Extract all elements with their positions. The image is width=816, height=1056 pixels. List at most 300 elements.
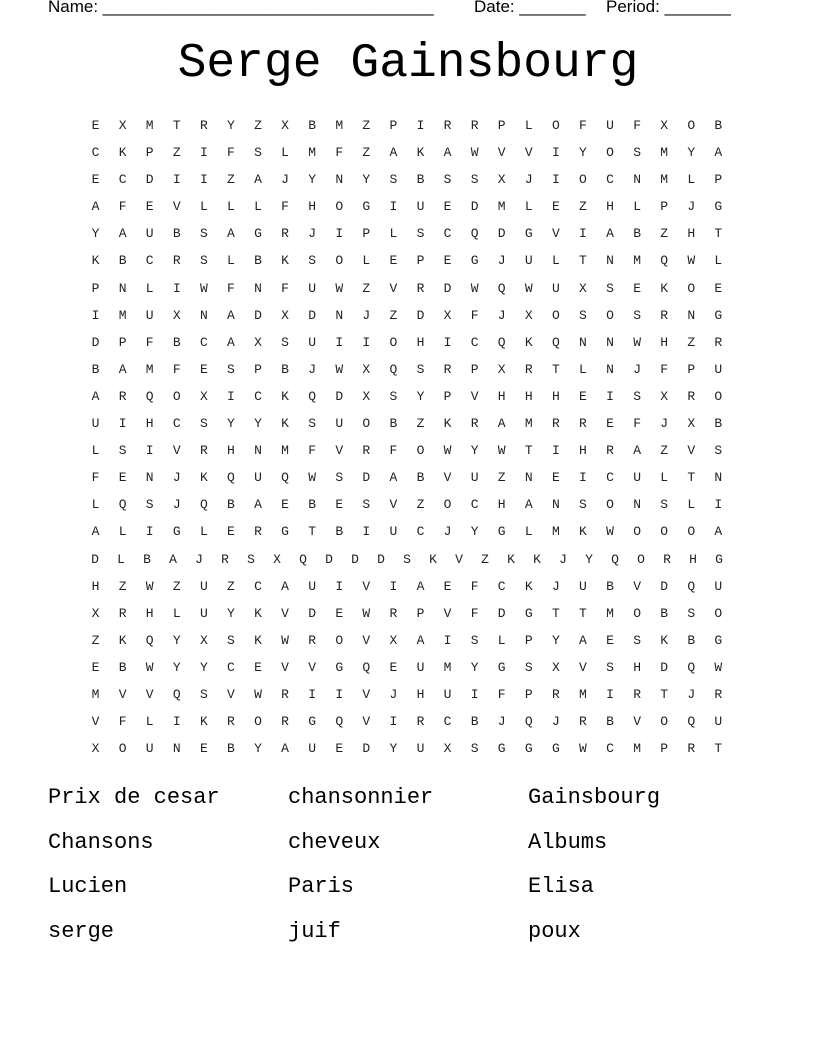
grid-letter: V xyxy=(389,497,398,513)
grid-letter: R xyxy=(416,280,425,296)
grid-letter: U xyxy=(416,199,425,215)
grid-letter: V xyxy=(551,226,560,242)
grid-letter: D xyxy=(308,307,317,323)
grid-letter: S xyxy=(606,280,614,296)
grid-letter: I xyxy=(470,686,479,702)
grid-letter: T xyxy=(579,605,587,621)
grid-letter: Y xyxy=(227,118,235,133)
grid-letter: S xyxy=(470,172,479,188)
grid-letter: C xyxy=(145,253,154,269)
grid-letter: E xyxy=(606,416,614,432)
grid-letter: A xyxy=(281,741,289,757)
grid-letter: J xyxy=(559,551,567,567)
grid-letter: S xyxy=(199,686,208,702)
grid-letter: D xyxy=(416,307,425,323)
grid-letter: Z xyxy=(362,118,371,133)
grid-letter: P xyxy=(91,280,100,296)
grid-letter: P xyxy=(687,361,696,377)
grid-letter: Q xyxy=(687,714,696,730)
grid-letter: S xyxy=(362,497,371,513)
grid-letter: R xyxy=(470,416,479,432)
grid-letter: E xyxy=(335,605,344,621)
grid-letter: L xyxy=(91,497,100,513)
grid-letter: B xyxy=(172,334,181,350)
grid-letter: A xyxy=(91,388,100,404)
grid-letter: N xyxy=(145,470,154,486)
grid-letter: K xyxy=(416,145,425,161)
grid-letter: D xyxy=(254,307,262,323)
grid-letter: S xyxy=(633,145,641,161)
grid-letter: Q xyxy=(281,470,289,486)
grid-letter: U xyxy=(199,578,208,594)
grid-letter: R xyxy=(281,226,289,242)
grid-letter: N xyxy=(551,497,560,513)
grid-letter: O xyxy=(714,605,723,621)
grid-letter: V xyxy=(281,659,289,675)
grid-letter: K xyxy=(443,416,452,432)
grid-letter: O xyxy=(362,416,371,432)
grid-letter: N xyxy=(172,741,181,757)
word-bank-item: cheveux xyxy=(288,829,381,855)
grid-letter: U xyxy=(145,226,154,242)
grid-letter: P xyxy=(660,199,669,215)
grid-letter: H xyxy=(687,226,696,242)
grid-letter: E xyxy=(551,199,560,215)
grid-letter: B xyxy=(227,741,235,757)
grid-letter: L xyxy=(199,199,208,215)
grid-letter: P xyxy=(443,388,452,404)
grid-letter: L xyxy=(389,226,398,242)
word-bank-item: chansonnier xyxy=(288,785,434,810)
grid-letter: F xyxy=(172,361,181,377)
grid-row xyxy=(82,495,732,522)
grid-letter: Z xyxy=(389,307,398,323)
grid-letter: F xyxy=(91,470,100,486)
grid-letter: U xyxy=(308,334,317,350)
grid-letter: A xyxy=(254,172,262,188)
grid-letter: O xyxy=(637,551,645,567)
grid-letter: M xyxy=(606,605,614,621)
grid-letter: R xyxy=(663,551,671,567)
grid-letter: Y xyxy=(551,632,560,648)
grid-letter: C xyxy=(254,388,262,404)
grid-letter: R xyxy=(660,307,669,323)
grid-letter: T xyxy=(172,118,181,133)
grid-letter: K xyxy=(524,578,533,594)
grid-letter: K xyxy=(118,632,127,648)
grid-letter: Q xyxy=(362,659,371,675)
grid-letter: A xyxy=(118,226,127,242)
grid-letter: W xyxy=(524,280,533,296)
grid-letter: S xyxy=(687,605,696,621)
grid-letter: V xyxy=(633,578,641,594)
grid-letter: C xyxy=(416,524,425,540)
grid-letter: K xyxy=(579,524,587,540)
grid-letter: V xyxy=(172,199,181,215)
grid-letter: E xyxy=(443,578,452,594)
grid-letter: P xyxy=(416,605,425,621)
grid-letter: O xyxy=(660,524,669,540)
grid-letter: Z xyxy=(687,334,696,350)
grid-letter: H xyxy=(416,334,425,350)
grid-letter: J xyxy=(443,524,452,540)
grid-letter: X xyxy=(551,659,560,675)
grid-letter: U xyxy=(416,659,425,675)
grid-letter: H xyxy=(145,416,154,432)
grid-letter: X xyxy=(660,388,669,404)
grid-letter: T xyxy=(687,470,696,486)
grid-letter: Q xyxy=(335,714,344,730)
grid-letter: O xyxy=(687,280,696,296)
grid-letter: E xyxy=(118,470,127,486)
grid-letter: Q xyxy=(118,497,127,513)
grid-letter: V xyxy=(145,686,154,702)
grid-letter: Z xyxy=(481,551,489,567)
grid-letter: F xyxy=(227,280,235,296)
grid-letter: C xyxy=(497,578,506,594)
grid-letter: O xyxy=(579,172,587,188)
grid-letter: X xyxy=(524,307,533,323)
grid-letter: I xyxy=(579,470,587,486)
grid-letter: R xyxy=(714,686,723,702)
grid-row xyxy=(82,658,732,685)
grid-letter: G xyxy=(524,226,533,242)
grid-letter: N xyxy=(633,497,641,513)
grid-letter: B xyxy=(118,659,127,675)
grid-letter: M xyxy=(443,659,452,675)
date-field-label: Date: _______ xyxy=(474,0,586,16)
grid-letter: J xyxy=(687,686,696,702)
grid-letter: C xyxy=(91,145,100,161)
grid-letter: L xyxy=(117,551,125,567)
grid-letter: R xyxy=(199,118,208,133)
grid-letter: A xyxy=(389,470,398,486)
grid-letter: L xyxy=(199,524,208,540)
grid-letter: J xyxy=(687,199,696,215)
grid-letter: W xyxy=(714,659,723,675)
grid-letter: G xyxy=(470,253,479,269)
grid-letter: S xyxy=(227,632,235,648)
grid-letter: Y xyxy=(416,388,425,404)
grid-letter: J xyxy=(497,253,506,269)
grid-letter: D xyxy=(91,551,99,567)
grid-letter: A xyxy=(633,443,641,459)
grid-letter: P xyxy=(145,145,154,161)
grid-letter: Q xyxy=(172,686,181,702)
grid-letter: F xyxy=(470,307,479,323)
grid-letter: V xyxy=(335,443,344,459)
grid-letter: R xyxy=(633,686,641,702)
grid-letter: O xyxy=(687,524,696,540)
grid-letter: A xyxy=(91,199,100,215)
grid-letter: R xyxy=(551,416,560,432)
grid-letter: B xyxy=(143,551,151,567)
grid-letter: W xyxy=(335,361,344,377)
word-bank xyxy=(48,784,768,963)
grid-letter: S xyxy=(416,226,425,242)
grid-letter: B xyxy=(633,226,641,242)
grid-letter: B xyxy=(416,470,425,486)
grid-letter: E xyxy=(633,280,641,296)
grid-letter: C xyxy=(606,470,614,486)
grid-letter: O xyxy=(389,334,398,350)
grid-letter: X xyxy=(687,416,696,432)
grid-letter: Q xyxy=(687,578,696,594)
grid-letter: C xyxy=(606,172,614,188)
grid-letter: N xyxy=(606,334,614,350)
grid-letter: E xyxy=(443,253,452,269)
grid-row xyxy=(82,333,732,360)
grid-letter: F xyxy=(470,605,479,621)
grid-letter: R xyxy=(606,443,614,459)
grid-letter: J xyxy=(633,361,641,377)
grid-letter: R xyxy=(714,334,723,350)
grid-letter: Y xyxy=(227,605,235,621)
grid-letter: V xyxy=(172,443,181,459)
grid-letter: X xyxy=(199,632,208,648)
word-bank-item: Chansons xyxy=(48,829,154,855)
grid-letter: D xyxy=(145,172,154,188)
grid-letter: L xyxy=(118,524,127,540)
grid-letter: X xyxy=(273,551,281,567)
grid-letter: Q xyxy=(611,551,619,567)
grid-letter: M xyxy=(579,686,587,702)
grid-letter: Q xyxy=(551,334,560,350)
grid-letter: N xyxy=(254,443,262,459)
grid-letter: R xyxy=(227,714,235,730)
grid-letter: L xyxy=(145,280,154,296)
grid-letter: H xyxy=(633,659,641,675)
grid-letter: R xyxy=(416,714,425,730)
grid-row xyxy=(82,279,732,306)
grid-letter: L xyxy=(524,524,533,540)
grid-letter: Z xyxy=(416,497,425,513)
grid-letter: U xyxy=(199,605,208,621)
grid-letter: S xyxy=(606,659,614,675)
grid-letter: N xyxy=(254,280,262,296)
grid-letter: V xyxy=(579,659,587,675)
period-field-label: Period: _______ xyxy=(606,0,731,16)
grid-letter: N xyxy=(633,172,641,188)
grid-letter: E xyxy=(443,199,452,215)
grid-letter: F xyxy=(281,280,289,296)
grid-letter: X xyxy=(362,361,371,377)
grid-letter: F xyxy=(145,334,154,350)
grid-letter: I xyxy=(606,388,614,404)
grid-letter: D xyxy=(325,551,333,567)
grid-letter: V xyxy=(118,686,127,702)
grid-letter: Z xyxy=(497,470,506,486)
grid-letter: U xyxy=(524,253,533,269)
grid-letter: L xyxy=(91,443,100,459)
grid-letter: T xyxy=(579,253,587,269)
grid-letter: U xyxy=(145,741,154,757)
grid-row xyxy=(82,360,732,387)
grid-letter: G xyxy=(497,524,506,540)
grid-letter: M xyxy=(660,145,669,161)
grid-letter: R xyxy=(118,605,127,621)
grid-letter: L xyxy=(362,253,371,269)
grid-letter: G xyxy=(715,551,723,567)
grid-letter: U xyxy=(308,741,317,757)
grid-letter: R xyxy=(579,714,587,730)
grid-letter: Y xyxy=(362,172,371,188)
grid-letter: Z xyxy=(660,443,669,459)
grid-letter: R xyxy=(281,714,289,730)
grid-letter: R xyxy=(443,361,452,377)
grid-letter: J xyxy=(308,226,317,242)
grid-letter: K xyxy=(281,253,289,269)
grid-letter: U xyxy=(308,578,317,594)
grid-letter: S xyxy=(247,551,255,567)
grid-letter: O xyxy=(606,145,614,161)
grid-letter: N xyxy=(335,172,344,188)
grid-letter: P xyxy=(254,361,262,377)
grid-letter: G xyxy=(524,605,533,621)
grid-letter: C xyxy=(470,334,479,350)
grid-row xyxy=(82,468,732,495)
grid-letter: L xyxy=(524,118,533,133)
grid-letter: I xyxy=(91,307,100,323)
grid-letter: J xyxy=(524,172,533,188)
grid-letter: I xyxy=(389,578,398,594)
grid-letter: A xyxy=(497,416,506,432)
grid-letter: M xyxy=(91,686,100,702)
grid-letter: M xyxy=(308,145,317,161)
grid-letter: C xyxy=(443,226,452,242)
grid-letter: X xyxy=(497,172,506,188)
grid-letter: A xyxy=(714,524,723,540)
grid-letter: G xyxy=(497,659,506,675)
grid-letter: K xyxy=(199,714,208,730)
grid-letter: F xyxy=(118,199,127,215)
grid-letter: F xyxy=(335,145,344,161)
grid-letter: R xyxy=(281,686,289,702)
grid-letter: S xyxy=(579,307,587,323)
grid-letter: A xyxy=(524,497,533,513)
grid-letter: S xyxy=(714,443,723,459)
grid-letter: L xyxy=(524,199,533,215)
grid-letter: J xyxy=(551,578,560,594)
grid-letter: I xyxy=(199,145,208,161)
grid-row xyxy=(82,116,732,143)
grid-letter: H xyxy=(606,199,614,215)
grid-letter: S xyxy=(633,632,641,648)
grid-letter: S xyxy=(199,226,208,242)
grid-letter: E xyxy=(606,632,614,648)
grid-letter: V xyxy=(227,686,235,702)
grid-letter: B xyxy=(470,714,479,730)
grid-letter: I xyxy=(551,443,560,459)
grid-letter: P xyxy=(497,118,506,133)
grid-letter: Y xyxy=(172,632,181,648)
grid-letter: F xyxy=(227,145,235,161)
grid-letter: A xyxy=(254,497,262,513)
grid-letter: Z xyxy=(118,578,127,594)
grid-letter: Y xyxy=(254,741,262,757)
grid-row xyxy=(82,739,732,766)
grid-row xyxy=(82,441,732,468)
grid-letter: W xyxy=(633,334,641,350)
grid-letter: X xyxy=(91,741,100,757)
grid-letter: O xyxy=(335,199,344,215)
word-bank-item: juif xyxy=(288,919,341,945)
grid-letter: E xyxy=(91,659,100,675)
grid-letter: W xyxy=(335,280,344,296)
grid-letter: U xyxy=(714,714,723,730)
grid-letter: I xyxy=(335,226,344,242)
grid-letter: H xyxy=(227,443,235,459)
grid-letter: G xyxy=(714,199,723,215)
grid-letter: L xyxy=(281,145,289,161)
grid-letter: J xyxy=(497,714,506,730)
grid-letter: U xyxy=(606,118,614,133)
grid-letter: R xyxy=(687,741,696,757)
grid-letter: I xyxy=(362,334,371,350)
grid-letter: M xyxy=(145,118,154,133)
grid-letter: Q xyxy=(299,551,307,567)
grid-letter: F xyxy=(308,443,317,459)
grid-letter: O xyxy=(118,741,127,757)
grid-letter: B xyxy=(281,361,289,377)
grid-letter: C xyxy=(227,659,235,675)
grid-letter: V xyxy=(362,578,371,594)
grid-letter: V xyxy=(524,145,533,161)
letter-grid xyxy=(82,116,732,766)
grid-letter: P xyxy=(714,172,723,188)
grid-letter: B xyxy=(606,578,614,594)
grid-row xyxy=(82,197,732,224)
grid-letter: K xyxy=(91,253,100,269)
grid-letter: G xyxy=(281,524,289,540)
grid-letter: X xyxy=(91,605,100,621)
grid-letter: V xyxy=(362,632,371,648)
grid-letter: N xyxy=(606,361,614,377)
grid-letter: C xyxy=(606,741,614,757)
grid-letter: F xyxy=(579,118,587,133)
grid-letter: Q xyxy=(308,388,317,404)
grid-letter: K xyxy=(660,632,669,648)
grid-letter: D xyxy=(470,199,479,215)
grid-letter: Y xyxy=(91,226,100,242)
grid-letter: H xyxy=(416,686,425,702)
grid-letter: D xyxy=(362,470,371,486)
grid-letter: H xyxy=(91,578,100,594)
grid-letter: O xyxy=(551,118,560,133)
grid-row xyxy=(82,170,732,197)
grid-letter: D xyxy=(91,334,100,350)
grid-letter: M xyxy=(497,199,506,215)
grid-letter: Y xyxy=(389,741,398,757)
grid-letter: C xyxy=(199,334,208,350)
grid-letter: X xyxy=(389,632,398,648)
grid-letter: E xyxy=(145,199,154,215)
grid-letter: Z xyxy=(172,578,181,594)
grid-letter: L xyxy=(497,632,506,648)
grid-letter: S xyxy=(118,443,127,459)
grid-letter: Y xyxy=(254,416,262,432)
grid-letter: G xyxy=(524,741,533,757)
grid-letter: D xyxy=(497,226,506,242)
grid-letter: A xyxy=(416,578,425,594)
grid-letter: I xyxy=(199,172,208,188)
name-field-label: Name: ___________________________________ xyxy=(48,0,434,16)
grid-letter: I xyxy=(335,334,344,350)
word-bank-item: Lucien xyxy=(48,874,128,900)
grid-letter: V xyxy=(308,659,317,675)
grid-letter: Z xyxy=(172,145,181,161)
grid-letter: V xyxy=(91,714,100,730)
